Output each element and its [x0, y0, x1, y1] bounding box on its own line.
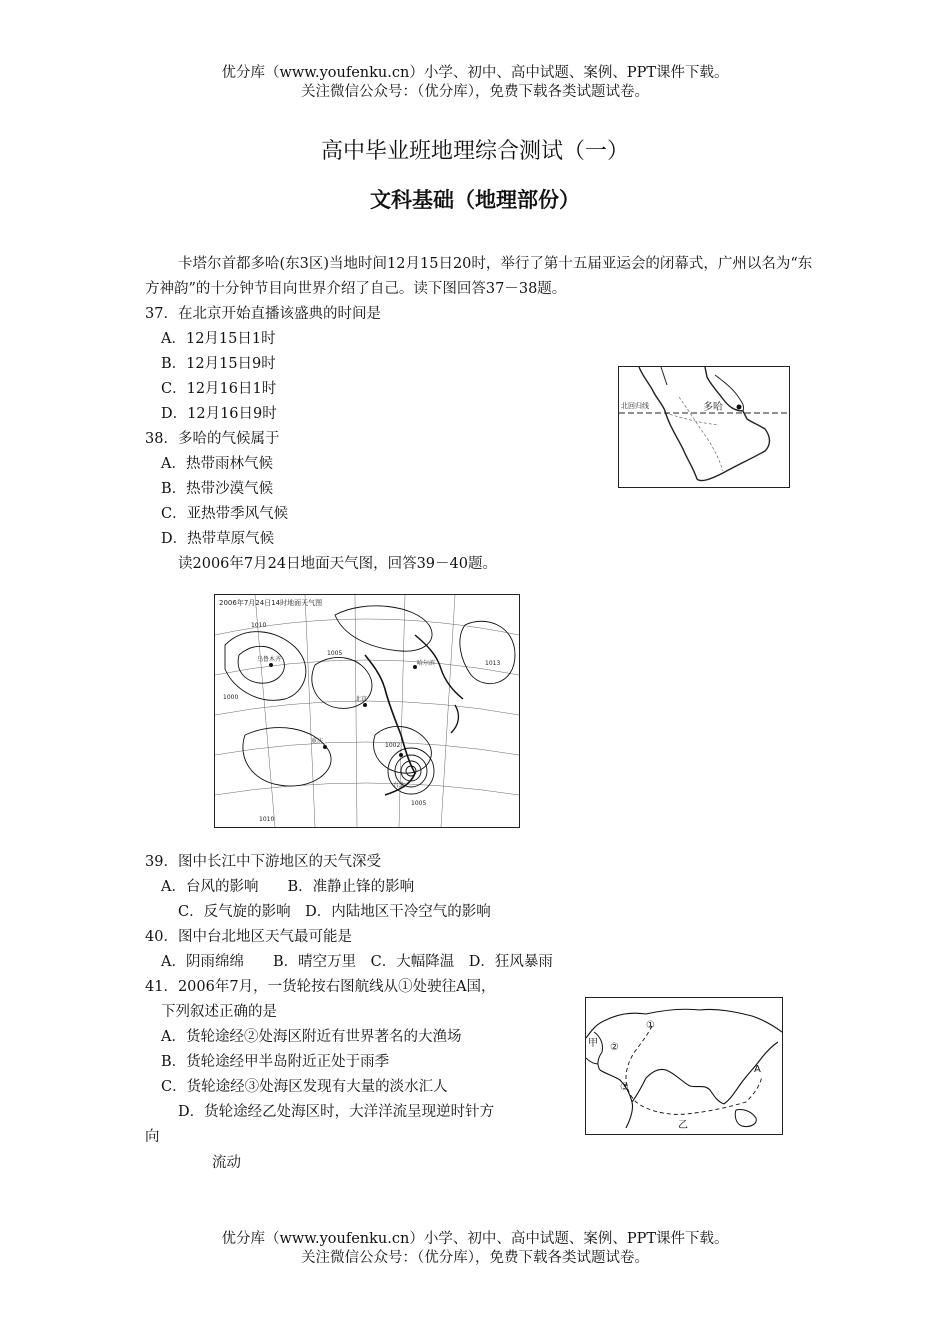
q40-stem: 40．图中台北地区天气最可能是: [145, 929, 352, 945]
q37-stem: 37．在北京开始直播该盛典的时间是: [145, 306, 381, 322]
header-banner: [0, 64, 950, 102]
q39-options-cd: C．反气旋的影响 D．内陆地区干冷空气的影响: [178, 904, 491, 920]
footer-line-1: 优分库（www.youfenku.cn）小学、初中、高中试题、案例、PPT课件下载。: [221, 1231, 729, 1247]
q39-stem: 39．图中长江中下游地区的天气深受: [145, 854, 381, 870]
isobar-label: 1002: [385, 742, 401, 749]
isobar-label: 1005: [327, 650, 343, 657]
q41-option-d-wrap: 向: [145, 1129, 160, 1145]
q41-stem-continued: 下列叙述正确的是: [161, 1004, 277, 1020]
banner-line-2: 关注微信公众号：（优分库），免费下载各类试题试卷。: [301, 84, 649, 100]
place-label: 北京: [355, 696, 368, 703]
q38-option-c: C．亚热带季风气候: [161, 506, 289, 522]
isobar-label: 1000: [223, 694, 239, 701]
q38-stem: 38．多哈的气候属于: [145, 431, 280, 447]
isobar-label: 1010: [259, 816, 275, 823]
q39-options-ab: A．台风的影响 B．准静止锋的影响: [161, 879, 415, 895]
doha-label: 多哈: [703, 402, 723, 413]
footer-banner: [0, 1230, 950, 1268]
q38-option-b: B．热带沙漠气候: [161, 481, 274, 497]
banner-line-1: 优分库（www.youfenku.cn）小学、初中、高中试题、案例、PPT课件下载。: [221, 65, 729, 81]
q37-option-d: D．12月16日9时: [161, 406, 277, 422]
intro-paragraph: 卡塔尔首都多哈(东3区)当地时间12月15日20时，举行了第十五届亚运会的闭幕式，广州以名为“东方神韵”的十分钟节目向世界介绍了自己。读下图回答37－38题。: [145, 256, 813, 297]
isobar-label: 1005: [411, 800, 427, 807]
weather-map-header: 2006年7月24日14时地面天气图: [219, 599, 323, 607]
place-label: 重庆: [311, 738, 324, 745]
q41-option-d-wrap-2: 流动: [212, 1155, 241, 1171]
weather-chart-map: [214, 594, 520, 828]
q40-options: A．阴雨绵绵 B．晴空万里 C．大幅降温 D．狂风暴雨: [161, 954, 553, 970]
place-label: 哈尔滨: [417, 660, 436, 667]
q38-option-a: A．热带雨林气候: [161, 456, 273, 472]
q41-option-a: A．货轮途经②处海区附近有世界著名的大渔场: [161, 1029, 462, 1045]
isobar-label: 1013: [485, 660, 501, 667]
page-title: 高中毕业班地理综合测试（一）: [320, 139, 629, 164]
q38-option-d: D．热带草原气候: [161, 531, 275, 547]
arabian-peninsula-map: [618, 366, 790, 488]
place-label: 乌鲁木齐: [257, 656, 282, 663]
place-label: 台北: [393, 782, 406, 789]
route-point-1: ①: [646, 1020, 655, 1031]
tropic-label: 北回归线: [621, 402, 649, 410]
route-point-2: ②: [610, 1042, 619, 1053]
jia-peninsula-label: 甲: [588, 1038, 598, 1049]
q37-option-b: B．12月15日9时: [161, 356, 276, 372]
isobar-label: 1010: [251, 622, 267, 629]
q41-stem: 41．2006年7月，一货轮按右图航线从①处驶往A国，: [145, 979, 496, 995]
footer-line-2: 关注微信公众号：（优分库），免费下载各类试题试卷。: [301, 1250, 649, 1266]
q37-option-a: A．12月15日1时: [161, 331, 276, 347]
yi-sea-label: 乙: [678, 1120, 688, 1131]
weather-intro: 读2006年7月24日地面天气图，回答39－40题。: [178, 556, 497, 572]
page-subtitle: 文科基础（地理部份）: [370, 188, 580, 212]
route-point-3: ③: [620, 1082, 629, 1093]
q41-option-c: C．货轮途经③处海区发现有大量的淡水汇人: [161, 1079, 448, 1095]
q37-option-c: C．12月16日1时: [161, 381, 277, 397]
shipping-route-map: [585, 997, 783, 1135]
q41-option-d: D．货轮途经乙处海区时，大洋洋流呈现逆时针方: [178, 1104, 495, 1120]
q41-option-b: B．货轮途经甲半岛附近正处于雨季: [161, 1054, 390, 1070]
country-a-label: A: [754, 1064, 761, 1075]
